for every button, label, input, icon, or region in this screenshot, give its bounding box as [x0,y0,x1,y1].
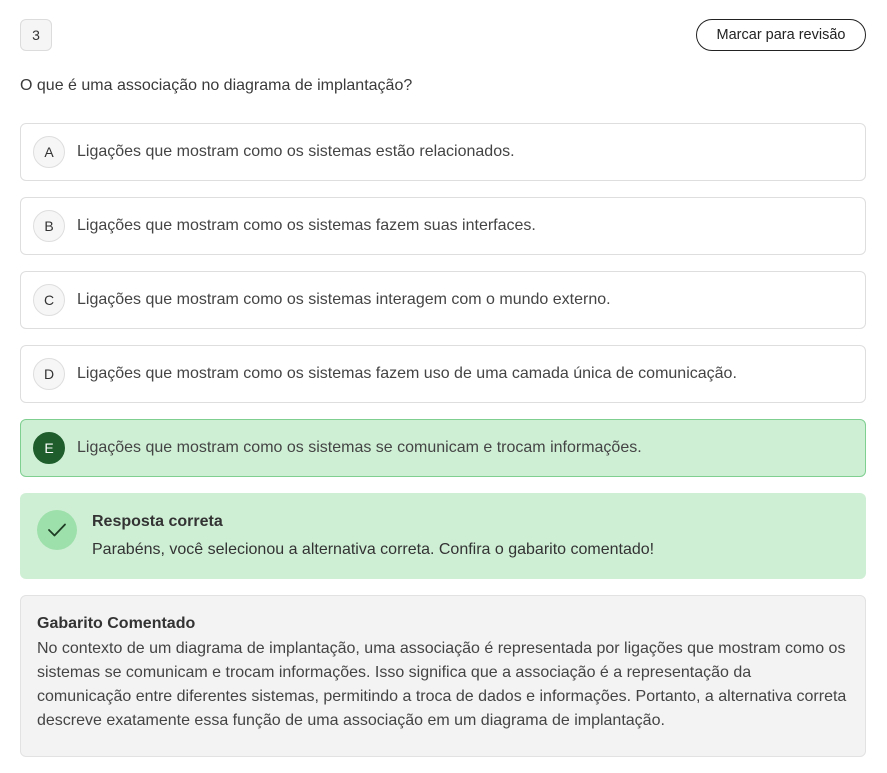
option-text: Ligações que mostram como os sistemas se comunicam e trocam informações. [77,439,642,456]
option-text: Ligações que mostram como os sistemas fazem uso de uma camada única de comunicação. [77,365,737,382]
check-icon [37,510,77,550]
option-text: Ligações que mostram como os sistemas fazem suas interfaces. [77,217,536,234]
option-e[interactable] [20,419,866,477]
option-letter: D [33,358,65,390]
answer-explanation [20,595,866,757]
option-letter: C [33,284,65,316]
option-text: Ligações que mostram como os sistemas interagem com o mundo externo. [77,291,611,308]
explanation-text: No contexto de um diagrama de implantação, uma associação é representada por ligações que mostram como os sistemas se comunicam e trocam informações. Isso significa que a associação é a representação da comunicação entre diferentes sistemas, permitindo a troca de dados e informações. Portanto, a alternativa correta descreve exatamente essa função de uma associação em um diagrama de implantação. [37,640,847,729]
option-b[interactable] [20,197,866,255]
option-letter: E [33,432,65,464]
correct-answer-feedback [20,493,866,579]
options-list [20,123,866,493]
explanation-title: Gabarito Comentado [37,615,196,632]
option-d[interactable] [20,345,866,403]
feedback-message: Parabéns, você selecionou a alternativa correta. Confira o gabarito comentado! [92,541,655,558]
option-c[interactable] [20,271,866,329]
question-number: 3 [20,19,52,51]
option-a[interactable] [20,123,866,181]
mark-for-review-button[interactable]: Marcar para revisão [696,19,866,51]
question-text: O que é uma associação no diagrama de implantação? [20,77,413,94]
option-letter: A [33,136,65,168]
feedback-title: Resposta correta [92,513,223,530]
option-letter: B [33,210,65,242]
option-text: Ligações que mostram como os sistemas estão relacionados. [77,143,515,160]
